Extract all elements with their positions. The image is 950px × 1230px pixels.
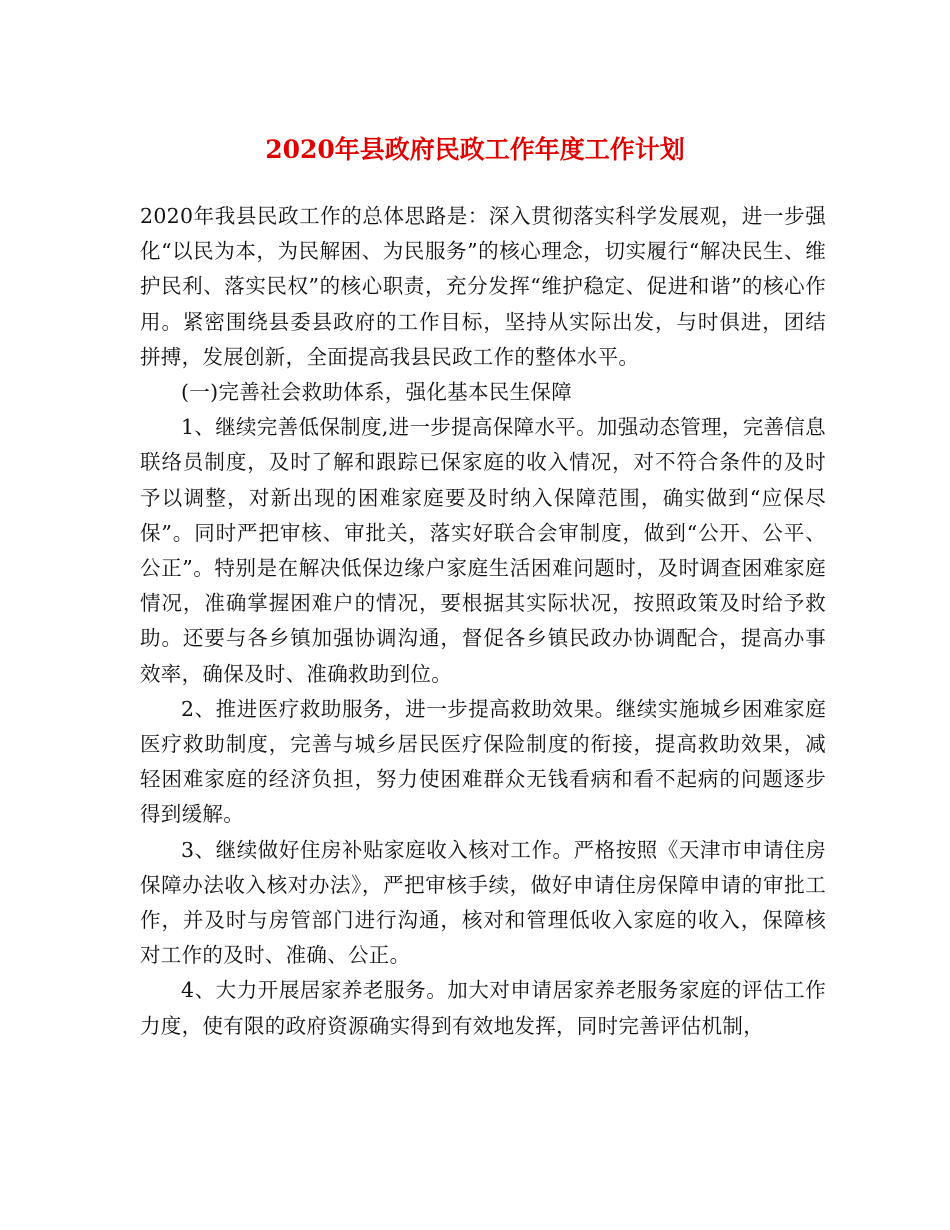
paragraph-item-1: 1、继续完善低保制度,进一步提高保障水平。加强动态管理，完善信息联络员制度，及时了解和跟踪已保家庭的收入情况，对不符合条件的及时予以调整，对新出现的困难家庭要及时纳入保障范围，确实做到“应保尽保”。同时严把审核、审批关，落实好联合会审制度，做到“公开、公平、公正”。特别是在解决低保边缘户家庭生活困难问题时，及时调查困难家庭情况，准确掌握困难户的情况，要根据其实际状况，按照政策及时给予救助。还要与各乡镇加强协调沟通，督促各乡镇民政办协调配合，提高办事效率，确保及时、准确救助到位。 [140,415,826,686]
paragraph-item-4: 4、大力开展居家养老服务。加大对申请居家养老服务家庭的评估工作力度，使有限的政府资源确实得到有效地发挥，同时完善评估机制， [140,978,826,1038]
document-title: 2020年县政府民政工作年度工作计划 [265,135,685,164]
document-body [140,199,826,1044]
section-heading: (一)完善社会救助体系，强化基本民生保障 [181,380,572,405]
paragraph-item-2: 2、推进医疗救助服务，进一步提高救助效果。继续实施城乡困难家庭医疗救助制度，完善与城乡居民医疗保险制度的衔接，提高救助效果，减轻困难家庭的经济负担，努力使困难群众无钱看病和看不起病的问题逐步得到缓解。 [140,696,826,827]
paragraph-intro: 2020年我县民政工作的总体思路是：深入贯彻落实科学发展观，进一步强化“以民为本，为民解困、为民服务”的核心理念，切实履行“解决民生、维护民利、落实民权”的核心职责，充分发挥“维护稳定、促进和谐”的核心作用。紧密围绕县委县政府的工作目标，坚持从实际出发，与时俱进，团结拼搏，发展创新，全面提高我县民政工作的整体水平。 [140,204,826,369]
paragraph-item-3: 3、继续做好住房补贴家庭收入核对工作。严格按照《天津市申请住房保障办法收入核对办法》，严把审核手续，做好申请住房保障申请的审批工作，并及时与房管部门进行沟通，核对和管理低收入家庭的收入，保障核对工作的及时、准确、公正。 [140,837,826,968]
